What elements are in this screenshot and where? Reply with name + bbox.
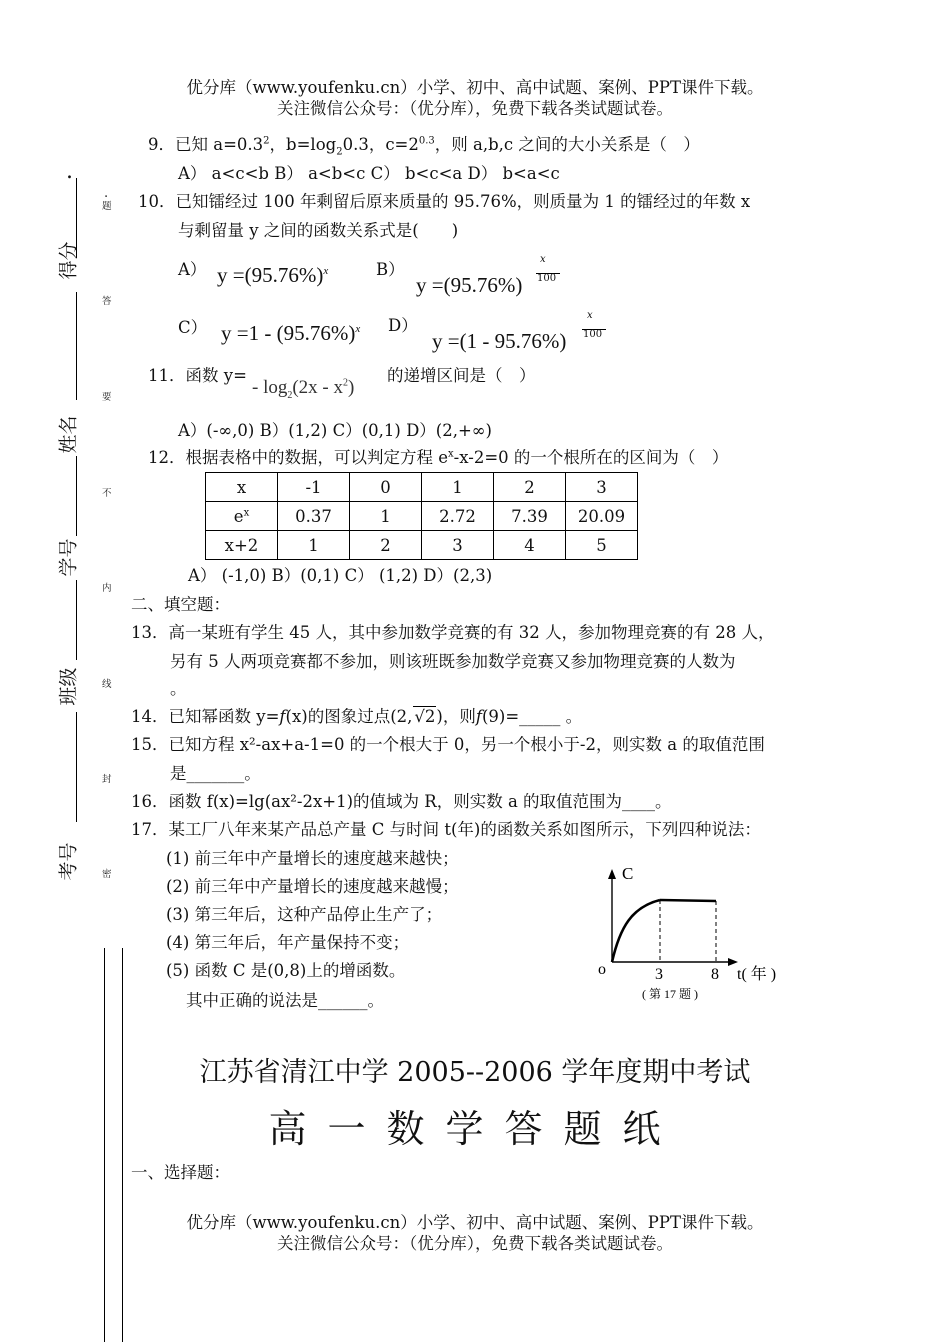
q17-item-3: (3) 第三年后，这种产品停止生产了； [166, 905, 443, 924]
q12-stem: 12．根据表格中的数据，可以判定方程 $e^x-x-2=0$ 的一个根所在的区间为（ ） [148, 448, 729, 467]
x-axis-label: t( 年 ) [737, 966, 777, 983]
question-16: 16．函数 f(x)=lg(ax²-2x+1)的值域为 R，则实数 a 的取值范围为____。 [131, 792, 672, 811]
table-cell: x+2 [206, 531, 278, 560]
answer-sheet-title: 高一数学答题纸 [268, 1107, 682, 1151]
q11-options: A）(-∞,0) B）(1,2) C）(0,1) D）(2,+∞) [178, 421, 492, 440]
q17-production-graph [590, 855, 790, 1010]
q10-option-b-exp-den: 100 [537, 273, 557, 284]
q10-option-d-exp-den: 100 [583, 329, 603, 340]
question-14: 14．已知幂函数 y=f(x)的图象过点(2, √2)，则f(9)=_____ 。 [131, 707, 583, 726]
student-id-label: 学号 [57, 538, 80, 577]
table-row [206, 531, 638, 560]
warning-char-5: 内 [102, 583, 112, 594]
q10-option-d-label: D） [388, 316, 418, 335]
warning-char-7: 封 [102, 774, 112, 785]
header-line-2: 关注微信公众号：（优分库），免费下载各类试题试卷。 [277, 99, 673, 118]
q10-option-c-label: C） [178, 318, 208, 337]
table-row [206, 502, 638, 531]
flat-curve [660, 900, 716, 901]
q15-line-2: 是_______。 [170, 764, 261, 783]
q17-item-1: (1) 前三年中产量增长的速度越来越快； [166, 849, 459, 868]
table-cell: 1 [422, 473, 494, 502]
q10-line-2: 与剩留量 y 之间的函数关系式是( ) [178, 221, 459, 240]
q15-line-1: 15．已知方程 x²-ax+a-1=0 的一个根大于 0，另一个根小于-2，则实数 a 的取值范围 [131, 735, 765, 754]
table-cell: 2.72 [422, 502, 494, 531]
table-cell: 1 [278, 531, 350, 560]
warning-char-2: 答 [102, 296, 112, 307]
q11-stem: 11．函数 y= [148, 366, 247, 385]
score-label: 得分 [57, 241, 80, 280]
q14-answer-blank[interactable]: _____ [519, 707, 561, 726]
x-tick-3: 3 [655, 966, 663, 983]
section-2-title: 二、填空题： [131, 595, 230, 614]
q12-options: A） (-1,0) B）(0,1) C） (1,2) D）(2,3) [188, 566, 493, 585]
table-cell: 3 [566, 473, 638, 502]
q9-stem: 9．已知 $a=0.3^2$，$b=\log_20.3$，$c=2^{0.3}$，则 a,b,c 之间的大小关系是（ ） [148, 135, 700, 158]
q13-line-1: 13．高一某班有学生 45 人，其中参加数学竞赛的有 32 人，参加物理竞赛的有 28 人， [131, 623, 775, 642]
table-cell-ex: $e^x$ [206, 502, 278, 531]
q10-option-d-formula: y =(1 - 95.76%) [432, 329, 567, 353]
q10-line-1: 10．已知镭经过 100 年剩留后原来质量的 95.76%，则质量为 1 的镭经过的年数 x [138, 192, 751, 211]
q10-option-d-exp-num: x [587, 310, 593, 321]
exam-no-underline [76, 712, 77, 822]
q13-line-3: 。 [170, 679, 187, 698]
q10-option-a-label: A） [178, 260, 207, 279]
exam-title: 江苏省清江中学 2005--2006 学年度期中考试 [199, 1057, 751, 1088]
warning-char-8: 密 [102, 869, 112, 880]
table-cell: 2 [350, 531, 422, 560]
table-cell: 0.37 [278, 502, 350, 531]
table-cell: 4 [494, 531, 566, 560]
y-axis-label: C [622, 864, 634, 883]
margin-dot: . [66, 159, 73, 184]
q10-option-c-formula: $y =1 - (95.76\%)^x$ [221, 321, 361, 345]
exam-no-label: 考号 [57, 842, 80, 881]
q17-item-4: (4) 第三年后，年产量保持不变； [166, 933, 410, 952]
origin-label: o [598, 961, 606, 978]
table-cell: 7.39 [494, 502, 566, 531]
q9-options: A） a<c<b B） a<b<c C） b<c<a D） b<a<c [178, 164, 560, 183]
name-label: 姓名 [57, 415, 80, 454]
graph-caption: ( 第 17 题 ) [642, 987, 698, 1001]
table-cell: x [206, 473, 278, 502]
q11-stem-end: 的递增区间是（ ） [387, 366, 536, 385]
footer-line-2: 关注微信公众号：（优分库），免费下载各类试题试卷。 [277, 1234, 673, 1253]
q17-conclusion: 其中正确的说法是______。 [186, 991, 384, 1010]
name-underline [76, 292, 77, 400]
header-line-1: 优分库（www.youfenku.cn）小学、初中、高中试题、案例、PPT课件下载。 [186, 78, 764, 97]
q10-option-b-formula: y =(95.76%) [416, 273, 523, 297]
q17-item-2: (2) 前三年中产量增长的速度越来越慢； [166, 877, 459, 896]
student-id-underline [76, 456, 77, 536]
warning-char-1: 题 [102, 201, 112, 212]
table-cell: 0 [350, 473, 422, 502]
x-axis-arrow [728, 958, 738, 966]
table-cell: 2 [494, 473, 566, 502]
growth-curve [612, 900, 660, 962]
x-tick-8: 8 [711, 966, 719, 983]
class-label: 班级 [57, 667, 80, 706]
warning-char-0: . [104, 186, 109, 201]
q10-option-a-formula: $y =(95.76\%)^x$ [217, 263, 329, 287]
q17-item-5: (5) 函数 C 是(0,8)上的增函数。 [166, 961, 406, 980]
q11-function: - $\log_2(2x - x^2)$ [252, 377, 355, 401]
q17-stem: 17．某工厂八年来某产品总产量 C 与时间 t(年)的函数关系如图所示，下列四种说法： [131, 820, 761, 839]
warning-char-6: 线 [102, 679, 112, 690]
q12-data-table [205, 472, 638, 560]
warning-char-4: 不 [102, 488, 112, 499]
class-underline [76, 580, 77, 660]
q10-option-b-exp-num: x [540, 254, 546, 265]
table-cell: 3 [422, 531, 494, 560]
q13-line-2: 另有 5 人两项竞赛都不参加，则该班既参加数学竞赛又参加物理竞赛的人数为 [170, 652, 736, 671]
table-cell: 5 [566, 531, 638, 560]
q10-option-b-label: B） [376, 260, 405, 279]
warning-char-3: 要 [102, 392, 112, 403]
footer-line-1: 优分库（www.youfenku.cn）小学、初中、高中试题、案例、PPT课件下载。 [186, 1213, 764, 1232]
table-cell: -1 [278, 473, 350, 502]
table-cell: 1 [350, 502, 422, 531]
table-cell: 20.09 [566, 502, 638, 531]
section-1-title: 一、选择题： [131, 1163, 230, 1182]
table-row [206, 473, 638, 502]
y-axis-arrow [608, 869, 616, 879]
